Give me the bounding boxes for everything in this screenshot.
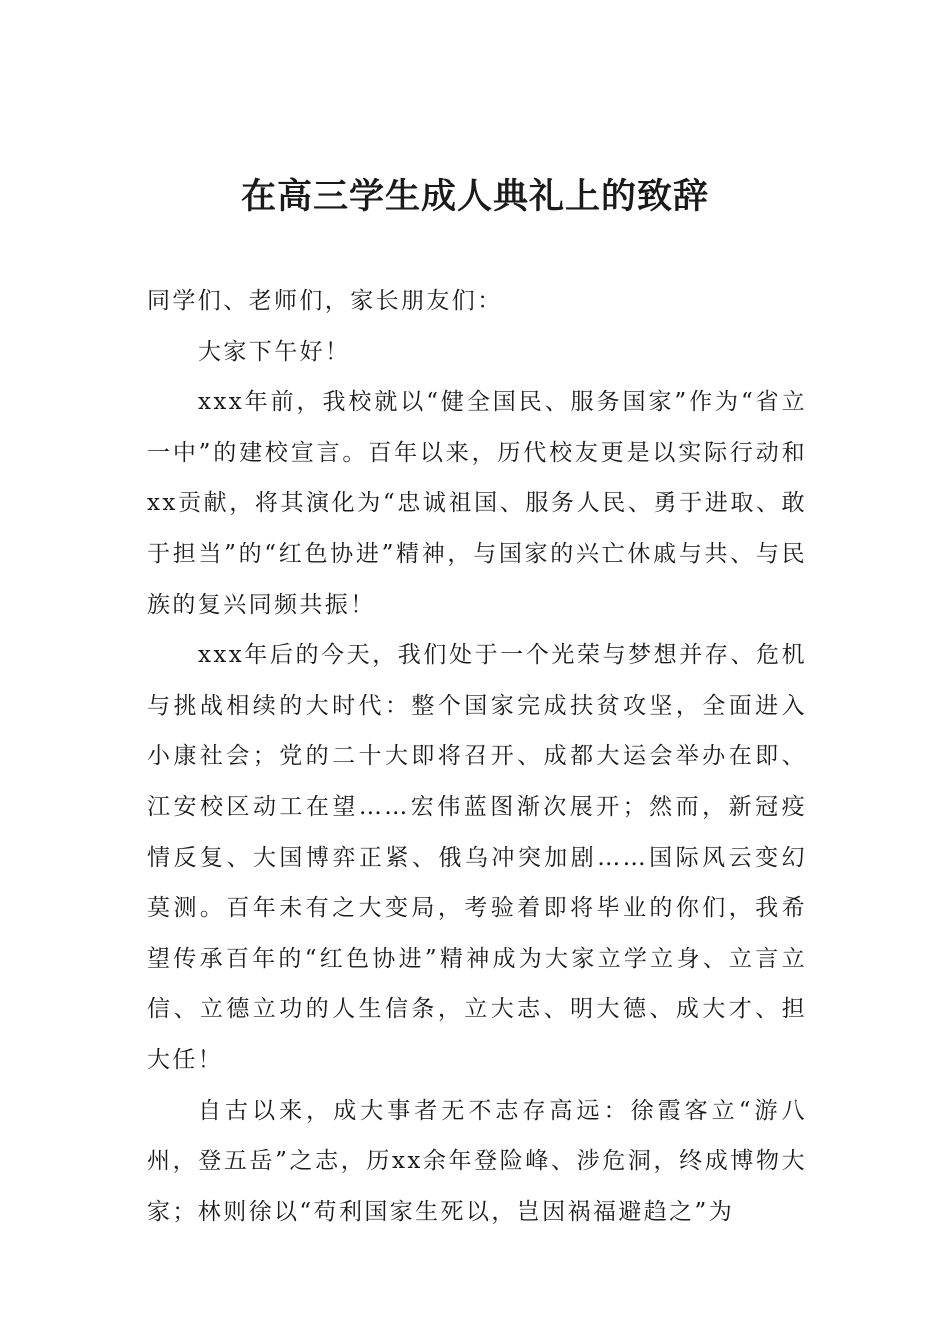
body-paragraph: xxx年后的今天，我们处于一个光荣与梦想并存、危机与挑战相续的大时代：整个国家完成扶贫攻坚，全面进入小康社会；党的二十大即将召开、成都大运会举办在即、江安校区动工在望……宏伟蓝图渐次展开；然而，新冠疫情反复、大国博弈正紧、俄乌冲突加剧……国际风云变幻莫测。百年未有之大变局，考验着即将毕业的你们，我希望传承百年的“红色协进”精神成为大家立学立身、立言立信、立德立功的人生信条，立大志、明大德、成大才、担大任！ [147,642,807,1073]
greeting-paragraph: 大家下午好！ [198,338,351,365]
document-title: 在高三学生成人典礼上的致辞 [240,176,709,217]
document-body [147,276,807,1237]
body-paragraph: 自古以来，成大事者无不志存高远：徐霞客立“游八州，登五岳”之志，历xx余年登险峰、涉危洞，终成博物大家；林则徐以“苟利国家生死以，岂因祸福避趋之”为 [147,1097,807,1225]
salutation-paragraph: 同学们、老师们，家长朋友们： [147,288,503,314]
body-paragraph: xxx年前，我校就以“健全国民、服务国家”作为“省立一中”的建校宣言。百年以来，历代校友更是以实际行动和xx贡献，将其演化为“忠诚祖国、服务人民、勇于进取、敢于担当”的“红色协进”精神，与国家的兴亡休戚与共、与民族的复兴同频共振！ [147,389,807,618]
